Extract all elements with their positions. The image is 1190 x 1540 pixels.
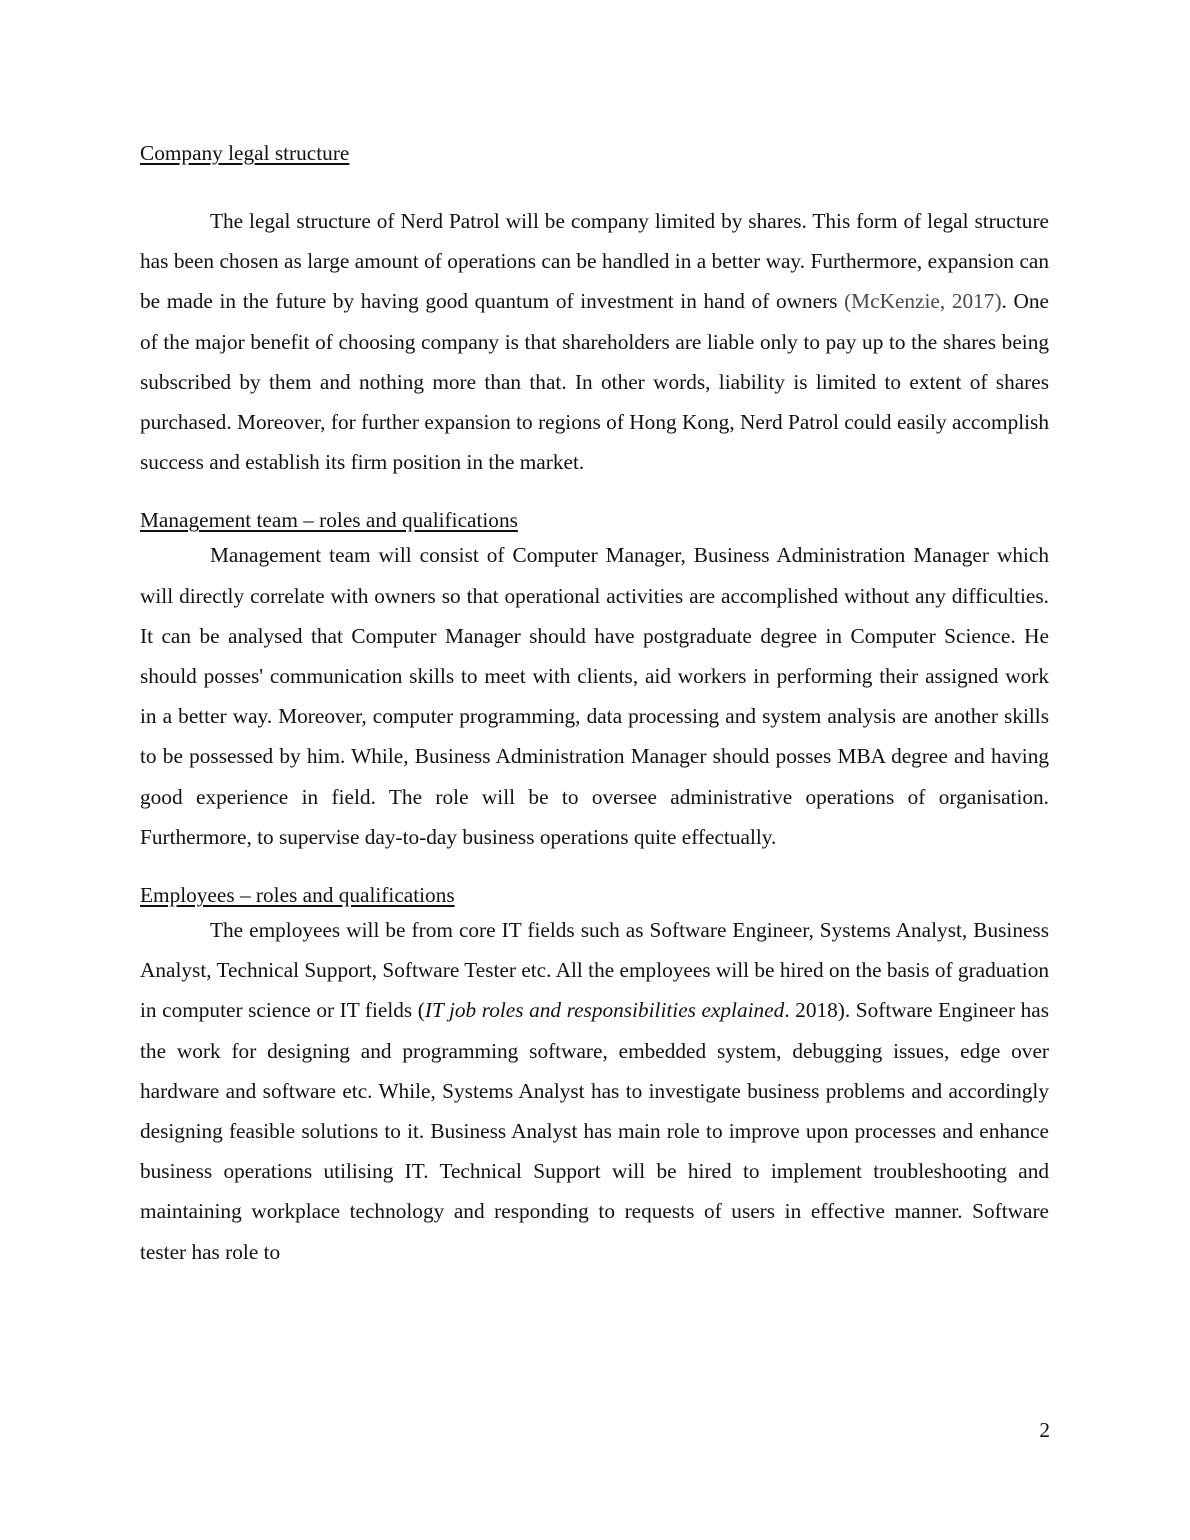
paragraph-legal-structure — [140, 201, 1049, 482]
paragraph-employees — [140, 910, 1049, 1272]
paragraph-text: . One of the major benefit of choosing company is that shareholders are liable only to pay up to the shares being subscribed by them and nothing more than that. In other words, liability is limited to extent of shares purchased. Moreover, for further expansion to regions of Hong Kong, Nerd Patrol could easily accomplish success and establish its firm position in the market. — [140, 289, 1049, 475]
section-heading-management-team: Management team – roles and qualifications — [140, 508, 518, 533]
paragraph-management-team: Management team will consist of Computer Manager, Business Administration Manager which will directly correlate with owners so that operational activities are accomplished without any difficulties. It can be analysed that Computer Manager should have postgraduate degree in Computer Science. He should posses' communication skills to meet with clients, aid workers in performing their assigned work in a better way. Moreover, computer programming, data processing and system analysis are another skills to be possessed by him. While, Business Administration Manager should posses MBA degree and having good experience in field. The role will be to oversee administrative operations of organisation. Furthermore, to supervise day-to-day business operations quite effectually. — [140, 543, 1049, 849]
citation-mckenzie: (McKenzie, 2017) — [844, 289, 1002, 314]
page-number: 2 — [1039, 1418, 1050, 1442]
paragraph-text: . 2018). Software Engineer has the work for designing and programming software, embedded system, debugging issues, edge over hardware and software etc. While, Systems Analyst has to investigate business problems and accordingly designing feasible solutions to it. Business Analyst has main role to improve upon processes and enhance business operations utilising IT. Technical Support will be hired to implement troubleshooting and maintaining workplace technology and responding to requests of users in effective manner. Software tester has role to — [140, 998, 1049, 1264]
citation-it-job-roles: IT job roles and responsibilities explained — [424, 998, 785, 1023]
section-heading-legal-structure: Company legal structure — [140, 141, 350, 165]
paragraph-text: The employees will be from core IT fields such as Software Engineer, Systems Analyst, Business Analyst, Technical Support, Software Tester etc. All the employees will be hired on the basis of graduation in computer science or IT fields ( — [140, 918, 1049, 1023]
document-page — [140, 138, 1049, 1272]
paragraph-text: The legal structure of Nerd Patrol will be company limited by shares. This form of legal structure has been chosen as large amount of operations can be handled in a better way. Furthermore, expansion can be made in the future by having good quantum of investment in hand of owners — [140, 209, 1049, 314]
section-heading-employees: Employees – roles and qualifications — [140, 883, 455, 908]
